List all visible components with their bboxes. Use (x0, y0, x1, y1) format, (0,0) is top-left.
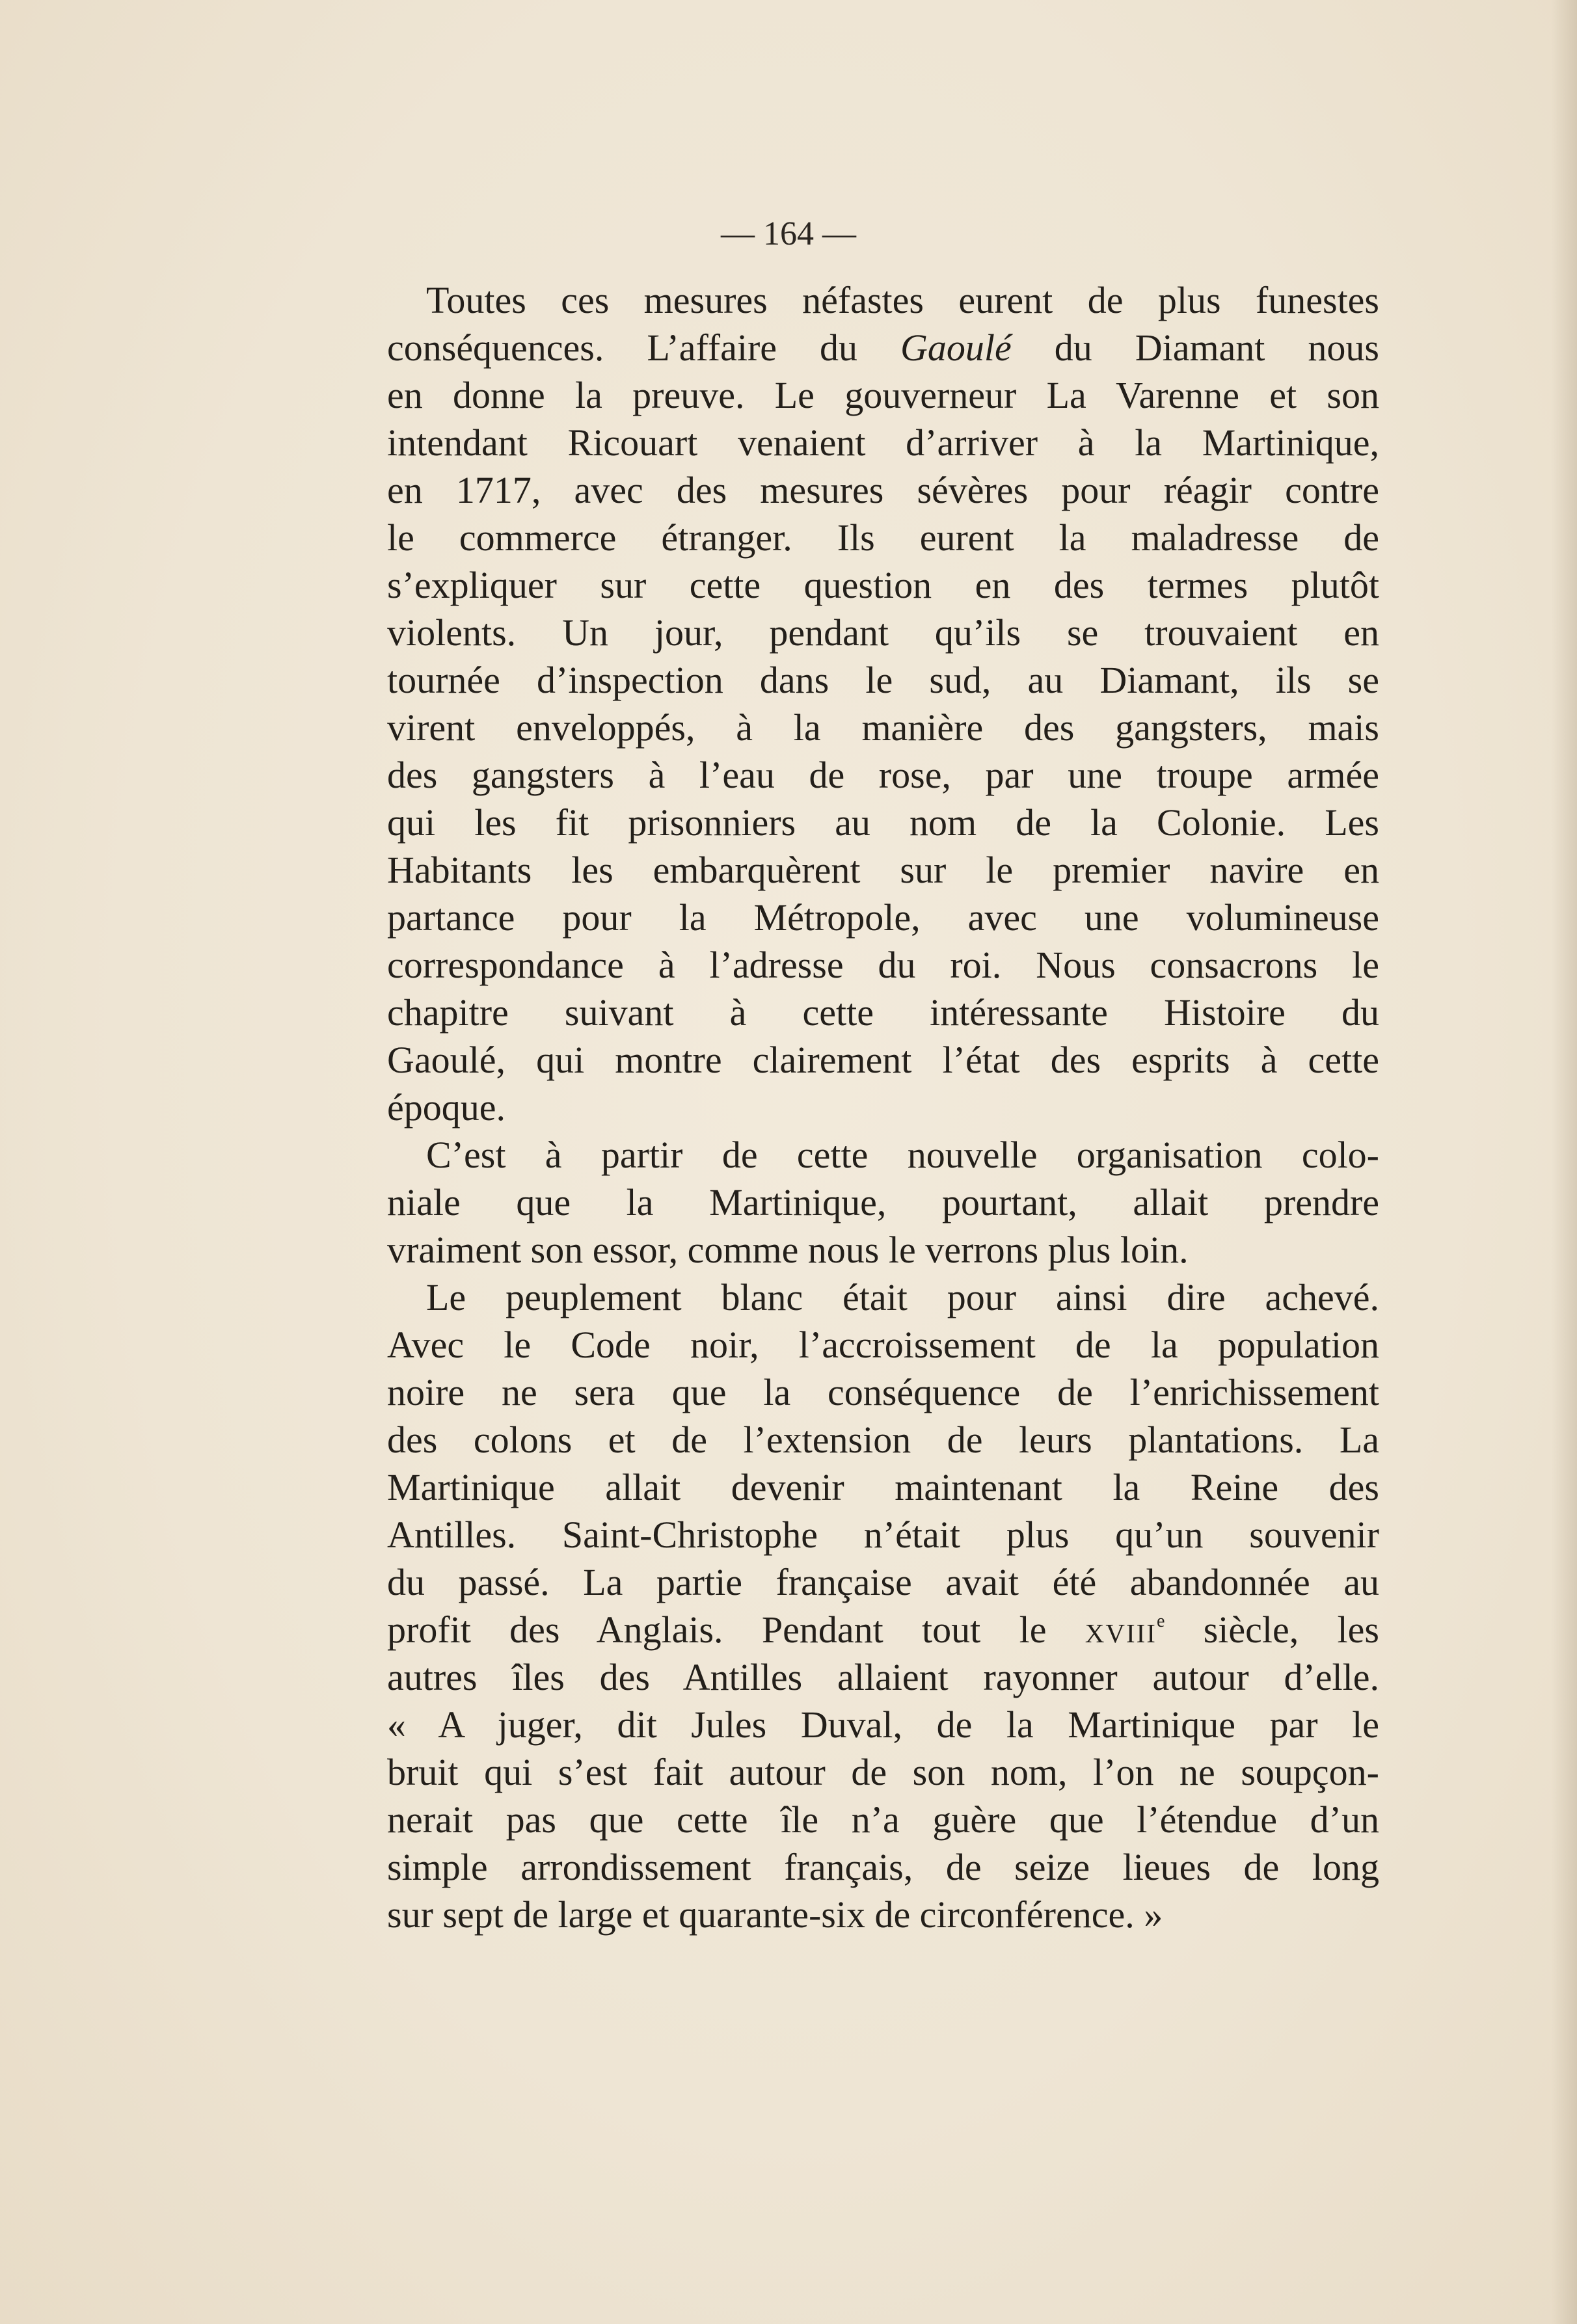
text-line: époque. (387, 1086, 505, 1129)
text-line: partance pour la Métropole, avec une volumineuse (387, 896, 1379, 939)
body-text (387, 276, 1379, 1938)
text-line: noire ne sera que la conséquence de l’enrichissement (387, 1371, 1379, 1413)
text-line: autres îles des Antilles allaient rayonner autour d’elle. (387, 1656, 1379, 1698)
text-line: sur sept de large et quarante-six de circonférence. » (387, 1893, 1163, 1936)
italic-title: Gaoulé (900, 327, 1012, 369)
text-line: chapitre suivant à cette intéressante Histoire du (387, 991, 1379, 1034)
text-run: profit des Anglais. Pendant tout le (387, 1609, 1085, 1651)
text-line: violents. Un jour, pendant qu’ils se trouvaient en (387, 611, 1379, 654)
roman-numeral: xviii (1085, 1609, 1157, 1651)
text-line: bruit qui s’est fait autour de son nom, l’on ne soupçon- (387, 1751, 1379, 1793)
text-line: nerait pas que cette île n’a guère que l’étendue d’un (387, 1798, 1379, 1841)
text-run: siècle, les (1165, 1609, 1379, 1651)
paragraph (387, 1274, 1379, 1938)
text-line: Antilles. Saint-Christophe n’était plus qu’un souvenir (387, 1514, 1379, 1556)
text-line: en donne la preuve. Le gouverneur La Varenne et son (387, 374, 1379, 416)
text-line: niale que la Martinique, pourtant, allait prendre (387, 1181, 1379, 1223)
text-line: simple arrondissement français, de seize lieues de long (387, 1846, 1379, 1888)
text-line: Le peuplement blanc était pour ainsi dire achevé. (426, 1276, 1379, 1318)
text-line: s’expliquer sur cette question en des termes plutôt (387, 564, 1379, 606)
text-line: Habitants les embarquèrent sur le premier navire en (387, 849, 1379, 891)
superscript: e (1156, 1611, 1165, 1631)
text-line: vraiment son essor, comme nous le verrons plus loin. (387, 1229, 1189, 1271)
text-line: C’est à partir de cette nouvelle organisation colo- (426, 1134, 1379, 1176)
text-line: Gaoulé, qui montre clairement l’état des esprits à cette (387, 1039, 1379, 1081)
text-line (387, 324, 1379, 371)
text-line: des gangsters à l’eau de rose, par une troupe armée (387, 754, 1379, 796)
text-line: Toutes ces mesures néfastes eurent de plus funestes (426, 279, 1379, 321)
text-line: Avec le Code noir, l’accroissement de la population (387, 1324, 1379, 1366)
page-edge-shadow (1551, 0, 1577, 2324)
text-line: virent enveloppés, à la manière des gangsters, mais (387, 706, 1379, 749)
text-line: du passé. La partie française avait été abandonnée au (387, 1561, 1379, 1603)
text-line: « A juger, dit Jules Duval, de la Martinique par le (387, 1703, 1379, 1746)
page-number: — 164 — (721, 215, 856, 252)
paragraph (387, 276, 1379, 1131)
text-line (387, 1606, 1379, 1653)
text-run: conséquences. L’affaire du (387, 327, 900, 369)
text-line: en 1717, avec des mesures sévères pour réagir contre (387, 469, 1379, 511)
text-run: du Diamant nous (1011, 327, 1379, 369)
text-line: tournée d’inspection dans le sud, au Diamant, ils se (387, 659, 1379, 701)
text-line: des colons et de l’extension de leurs plantations. La (387, 1419, 1379, 1461)
paragraph (387, 1131, 1379, 1274)
text-line: correspondance à l’adresse du roi. Nous consacrons le (387, 944, 1379, 986)
text-line: intendant Ricouart venaient d’arriver à la Martinique, (387, 421, 1379, 464)
text-line: le commerce étranger. Ils eurent la maladresse de (387, 516, 1379, 559)
text-line: Martinique allait devenir maintenant la Reine des (387, 1466, 1379, 1508)
text-line: qui les fit prisonniers au nom de la Colonie. Les (387, 801, 1379, 844)
